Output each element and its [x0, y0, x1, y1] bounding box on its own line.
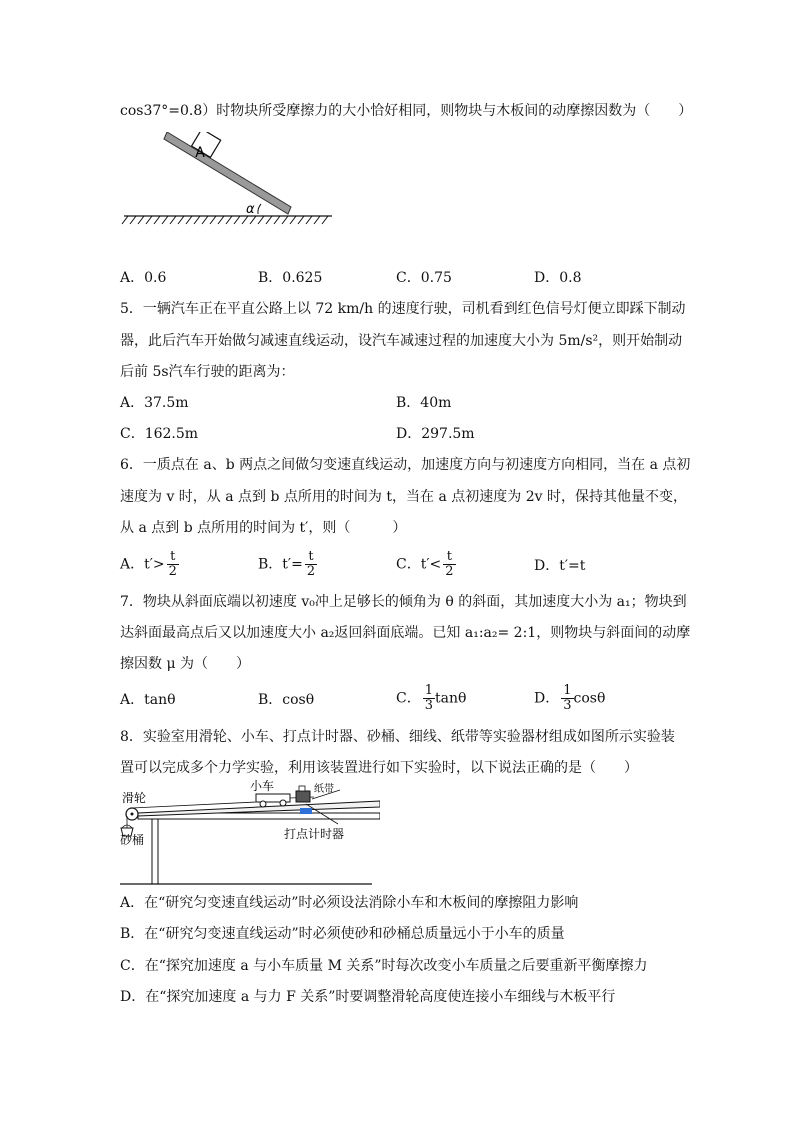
fraction-numerator: t: [443, 550, 455, 565]
q5-option-a[interactable]: A．37.5m: [120, 395, 189, 411]
timer-icon: [296, 791, 310, 802]
q8-line-2: 置可以完成多个力学实验，利用该装置进行如下实验时，以下说法正确的是（ ）: [120, 760, 638, 776]
q8-option-a[interactable]: A．在“研究匀变速直线运动”时必须设法消除小车和木板间的摩擦阻力影响: [120, 895, 579, 911]
fraction-denominator: 2: [168, 564, 177, 579]
fraction-numerator: 1: [563, 683, 572, 698]
q4-option-b[interactable]: B．0.625: [258, 270, 323, 286]
block-label: A: [195, 145, 205, 161]
q4-option-c[interactable]: C．0.75: [396, 270, 452, 286]
option-prefix: D．t′=t: [534, 558, 586, 574]
option-prefix: B．t′=: [258, 556, 303, 573]
fraction-numerator: 1: [424, 683, 433, 698]
cart-label: 小车: [250, 780, 275, 793]
q7-option-b[interactable]: [258, 690, 314, 710]
option-prefix: B．cosθ: [258, 692, 315, 708]
board: [164, 132, 291, 214]
fraction-denominator: 2: [445, 564, 454, 579]
incline-figure: [120, 132, 340, 232]
angle-label: α: [246, 202, 255, 217]
string: [132, 802, 256, 808]
q5-line-1: 5．一辆汽车正在平直公路上以 72 km/h 的速度行驶，司机看到红色信号灯便立即踩下制动: [120, 301, 686, 317]
fraction: [423, 684, 435, 713]
q7-option-a[interactable]: [120, 690, 176, 710]
q6-option-a[interactable]: [120, 550, 179, 579]
q5-option-d[interactable]: D．297.5m: [396, 426, 475, 442]
q5-line-2: 器，此后汽车开始做匀减速直线运动，设汽车减速过程的加速度大小为 5m/s²，则开始制动: [120, 333, 683, 349]
q6-line-2: 速度为 v 时，从 a 点到 b 点所用的时间为 t，当在 a 点初速度为 2v 时，保持其他量不变，: [120, 489, 687, 505]
q7-line-2: 达斜面最高点后又以加速度大小 a₂返回斜面底端。已知 a₁:a₂= 2:1，则物块与斜面间的动摩: [120, 625, 691, 641]
q7-option-d[interactable]: [534, 684, 605, 713]
fraction: [561, 684, 573, 713]
q6-line-3: 从 a 点到 b 点所用的时间为 t′，则（ ）: [120, 520, 407, 536]
fraction: [443, 550, 455, 579]
tape-label: 纸带: [314, 784, 334, 795]
fraction-denominator: 3: [424, 698, 433, 713]
timer-base: [300, 808, 312, 814]
option-suffix: tanθ: [435, 690, 467, 707]
fraction: [305, 550, 317, 579]
q4-option-a[interactable]: A．0.6: [120, 270, 167, 286]
bucket-label: 砂桶: [120, 833, 145, 847]
q5-option-b[interactable]: B．40m: [396, 395, 452, 411]
angle-arc: [258, 204, 261, 214]
fraction-numerator: t: [167, 550, 179, 565]
q6-option-c[interactable]: [396, 550, 456, 579]
option-prefix: C．t′<: [396, 556, 442, 573]
timer-label: 打点计时器: [284, 827, 345, 841]
pulley-label: 滑轮: [122, 791, 147, 805]
q4-text: cos37°=0.8）时物块所受摩擦力的大小恰好相同，则物块与木板间的动摩擦因数为（ ）: [120, 103, 693, 119]
q5-option-c[interactable]: C．162.5m: [120, 426, 199, 442]
q7-line-1: 7．物块从斜面底端以初速度 v₀冲上足够长的倾角为 θ 的斜面，其加速度大小为 a₁；物块到: [120, 594, 687, 610]
q6-option-b[interactable]: [258, 550, 317, 579]
fraction-numerator: t: [305, 550, 317, 565]
q7-option-c[interactable]: [396, 684, 466, 713]
ground-hatch: [122, 216, 328, 224]
fraction-denominator: 2: [306, 564, 316, 579]
q4-option-d[interactable]: D．0.8: [534, 270, 582, 286]
q5-line-3: 后前 5s汽车行驶的距离为：: [120, 364, 295, 380]
option-prefix: A．t′>: [120, 556, 165, 573]
option-prefix: C．: [396, 690, 421, 707]
option-prefix: A．tanθ: [120, 692, 176, 708]
fraction: [167, 550, 179, 579]
q8-option-b[interactable]: B．在“研究匀变速直线运动”时必须使砂和砂桶总质量远小于小车的质量: [120, 926, 565, 942]
experiment-figure: [118, 780, 380, 888]
option-suffix: cosθ: [573, 690, 606, 707]
table-leg: [152, 819, 158, 884]
q6-line-1: 6．一质点在 a、b 两点之间做匀变速直线运动，加速度方向与初速度方向相同，当在 a 点初: [120, 457, 691, 473]
q8-option-d[interactable]: D．在“探究加速度 a 与力 F 关系”时要调整滑轮高度使连接小车细线与木板平行: [120, 989, 616, 1005]
fraction-denominator: 3: [563, 698, 572, 713]
q8-line-1: 8．实验室用滑轮、小车、打点计时器、砂桶、细线、纸带等实验器材组成如图所示实验装: [120, 729, 675, 745]
q8-option-c[interactable]: C．在“探究加速度 a 与小车质量 M 关系”时每次改变小车质量之后要重新平衡摩擦力: [120, 958, 648, 974]
option-prefix: D．: [534, 690, 560, 707]
q6-option-d[interactable]: [534, 556, 585, 576]
q7-line-3: 擦因数 μ 为（ ）: [120, 656, 250, 672]
